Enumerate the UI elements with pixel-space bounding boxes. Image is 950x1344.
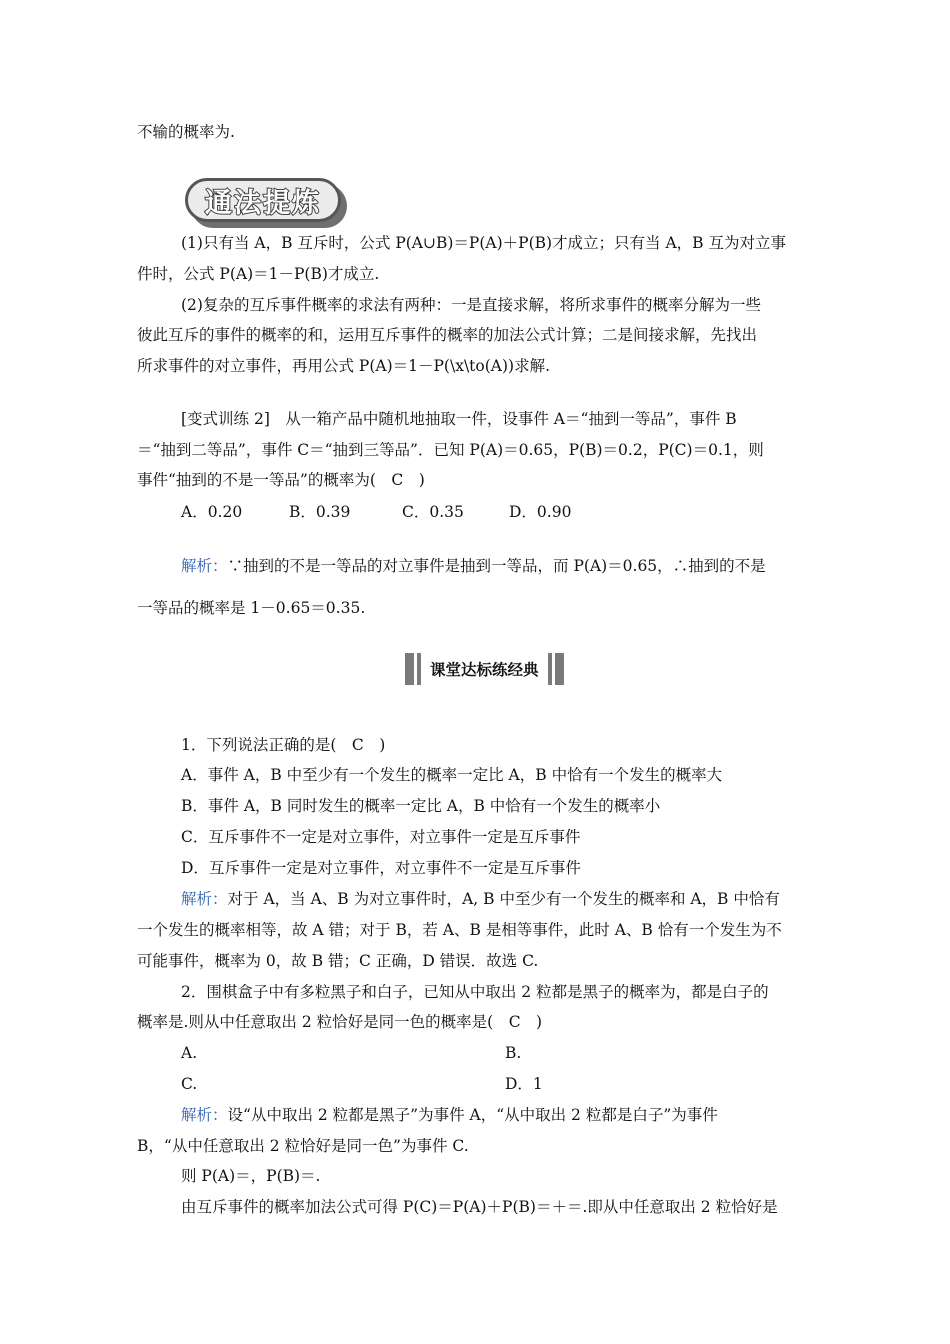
- variant-option-a: A．0.20: [181, 503, 243, 521]
- method-p2-line1: (2)复杂的互斥事件概率的求法有两种：一是直接求解，将所求事件的概率分解为一些: [181, 296, 761, 314]
- variant-option-c: C．0.35: [402, 503, 464, 521]
- q1-analysis-line1: 解析：对于 A，当 A、B 为对立事件时，A, B 中至少有一个发生的概率和 A，B 中恰有: [181, 890, 780, 908]
- q2-analysis-line4: 由互斥事件的概率加法公式可得 P(C)＝P(A)＋P(B)＝＋＝.即从中任意取出 2 粒恰好是: [181, 1198, 778, 1216]
- method-p2-line3: 所求事件的对立事件，再用公式 P(A)＝1－P(\x\to(A))求解.: [137, 357, 550, 375]
- q1-analysis-line3: 可能事件，概率为 0，故 B 错；C 正确，D 错误．故选 C.: [137, 952, 539, 970]
- q2-analysis-line2: B，“从中任意取出 2 粒恰好是同一色”为事件 C.: [137, 1137, 469, 1155]
- method-p1-line1: (1)只有当 A，B 互斥时，公式 P(A∪B)＝P(A)＋P(B)才成立；只有当 A，B 互为对立事: [181, 234, 786, 252]
- variant-line1: [变式训练 2] 从一箱产品中随机地抽取一件，设事件 A＝“抽到一等品”，事件 B: [181, 410, 737, 428]
- analysis-label: 解析：: [181, 890, 228, 908]
- q2-option-b: B.: [505, 1044, 522, 1062]
- q2-analysis-line1: 解析：设“从中取出 2 粒都是黑子”为事件 A，“从中取出 2 粒都是白子”为事件: [181, 1106, 718, 1124]
- q2-stem-line2: 概率是.则从中任意取出 2 粒恰好是同一色的概率是( C ): [137, 1013, 543, 1031]
- variant-option-d: D．0.90: [509, 503, 572, 521]
- q1-option-a: A．事件 A，B 中至少有一个发生的概率一定比 A，B 中恰有一个发生的概率大: [181, 766, 723, 784]
- q1-analysis-line2: 一个发生的概率相等，故 A 错；对于 B，若 A、B 是相等事件，此时 A、B 恰有一个发生为不: [137, 921, 782, 939]
- section-title: 课堂达标练经典: [430, 661, 539, 679]
- variant-analysis-line1: 解析：∵抽到的不是一等品的对立事件是抽到一等品，而 P(A)＝0.65，∴抽到的不是: [181, 557, 766, 575]
- q2-option-c: C.: [181, 1075, 198, 1093]
- method-summary-badge: [185, 178, 350, 232]
- q2-option-a: A.: [181, 1044, 198, 1062]
- q1-option-b: B．事件 A，B 同时发生的概率一定比 A，B 中恰有一个发生的概率小: [181, 797, 661, 815]
- variant-line2: ＝“抽到二等品”，事件 C＝“抽到三等品”．已知 P(A)＝0.65，P(B)＝0.2，P(C)＝0.1，则: [137, 441, 764, 459]
- analysis-label: 解析：: [181, 1106, 228, 1124]
- analysis-label: 解析：: [181, 557, 228, 575]
- variant-analysis-line2: 一等品的概率是 1－0.65＝0.35.: [137, 599, 366, 617]
- q1-stem: 1．下列说法正确的是( C ): [181, 736, 386, 754]
- q2-stem-line1: 2．围棋盒子中有多粒黑子和白子，已知从中取出 2 粒都是黑子的概率为，都是白子的: [181, 983, 769, 1001]
- method-p2-line2: 彼此互斥的事件的概率的和，运用互斥事件的概率的加法公式计算；二是间接求解，先找出: [137, 326, 758, 344]
- intro-line: 不输的概率为.: [137, 123, 235, 141]
- q2-analysis-line3: 则 P(A)＝，P(B)＝.: [181, 1167, 321, 1185]
- variant-line3: 事件“抽到的不是一等品”的概率为( C ): [137, 471, 425, 489]
- method-summary-title: 通法提炼: [205, 187, 321, 219]
- q1-option-d: D．互斥事件一定是对立事件，对立事件不一定是互斥事件: [181, 859, 581, 877]
- q2-option-d: D．1: [505, 1075, 543, 1093]
- section-header: [405, 653, 564, 685]
- method-p1-line2: 件时，公式 P(A)＝1－P(B)才成立.: [137, 265, 380, 283]
- q1-option-c: C．互斥事件不一定是对立事件，对立事件一定是互斥事件: [181, 828, 581, 846]
- variant-option-b: B．0.39: [289, 503, 351, 521]
